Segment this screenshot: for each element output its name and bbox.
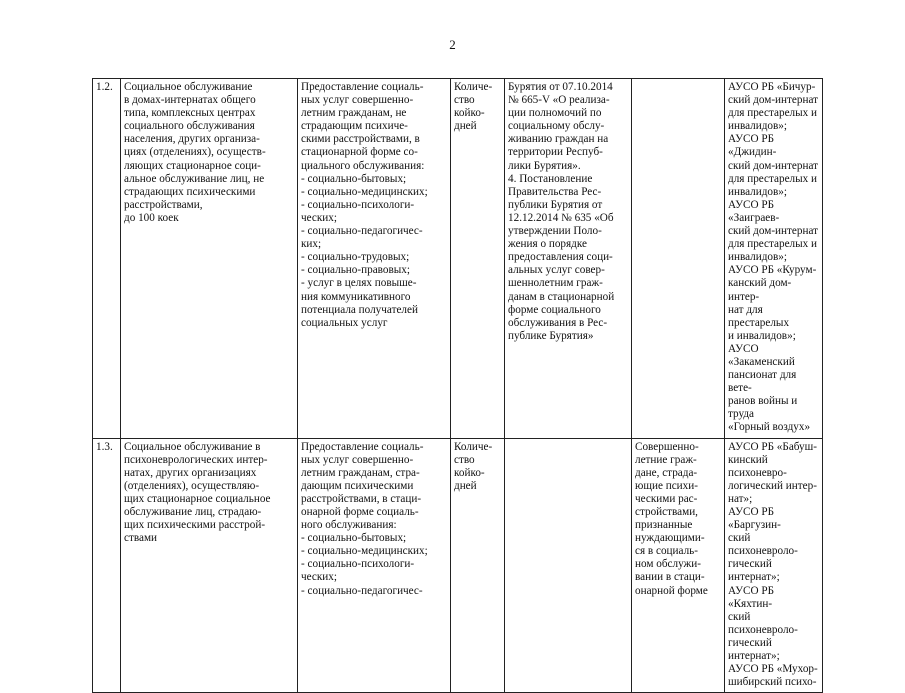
table-row (93, 79, 823, 439)
legal-basis-cell: Бурятия от 07.10.2014 № 665-V «О реализа- ции полномочий по социальному обслу- живанию граждан на территории Респуб- лики Бурятия». 4. Постановление Правительства Рес- публики Бурятия от 12.12.2014 № 635 «Об утверждении Поло- жения о порядке предоставления соци- альных услуг совер- шеннолетним граж- данам в стационарной форме социального обслуживания в Рес- публике Бурятия» (505, 79, 632, 439)
service-name-cell: Социальное обслуживание в домах-интернатах общего типа, комплексных центрах социального обслуживания населения, других организа- циях (отделениях), осуществ- ляющих стационарное соци- альное обслуживание лиц, не страдающих психическими расстройствами, до 100 коек (121, 79, 298, 439)
service-content-cell: Предоставление социаль- ных услуг совершенно- летним гражданам, не страдающим психиче- скими расстройствами, в стационарной форме со- циального обслуживания: - социально-бытовых; - социально-медицинских; - социально-психологи- ческих; - социально-педагогичес- ких; - социально-трудовых; - социально-правовых; - услуг в целях повыше- ния коммуникативного потенциала получателей социальных услуг (298, 79, 451, 439)
recipients-cell: Совершенно- летние граж- дане, страда- ющие психи- ческими рас- стройствами, признанные нуждающими- ся в социаль- ном обслужи- вании в стаци- онарной форме (632, 438, 725, 693)
institutions-cell: АУСО РБ «Бабуш- кинский психоневро- логический интер- нат»; АУСО РБ «Баргузин- ский психоневроло- гический интернат»; АУСО РБ «Кяхтин- ский психоневроло- гический интернат»; АУСО РБ «Мухор- шибирский психо- (725, 438, 823, 693)
row-number: 1.3. (93, 438, 121, 693)
row-number: 1.2. (93, 79, 121, 439)
recipients-cell (632, 79, 725, 439)
service-content-cell: Предоставление социаль- ных услуг совершенно- летним гражданам, стра- дающим психическими расстройствами, в стаци- онарной форме социаль- ного обслуживания: - социально-бытовых; - социально-медицинских; - социально-психологи- ческих; - социально-педагогичес- (298, 438, 451, 693)
indicator-cell: Количе- ство койко- дней (451, 438, 505, 693)
service-name-cell: Социальное обслуживание в психоневрологических интер- натах, других организациях (отделениях), осуществляю- щих стационарное социальное обслуживание лиц, страдаю- щих психическими расстрой- ствами (121, 438, 298, 693)
table-row (93, 438, 823, 693)
page-number: 2 (449, 37, 456, 52)
legal-basis-cell (505, 438, 632, 693)
services-table (92, 78, 823, 693)
indicator-cell: Количе- ство койко- дней (451, 79, 505, 439)
institutions-cell: АУСО РБ «Бичур- ский дом-интернат для престарелых и инвалидов»; АУСО РБ «Джидин- ский дом-интернат для престарелых и инвалидов»; АУСО РБ «Заиграев- ский дом-интернат для престарелых и инвалидов»; АУСО РБ «Курум- канский дом-интер- нат для престарелых и инвалидов»; АУСО «Закаменский пансионат для вете- ранов войны и труда «Горный воздух» (725, 79, 823, 439)
